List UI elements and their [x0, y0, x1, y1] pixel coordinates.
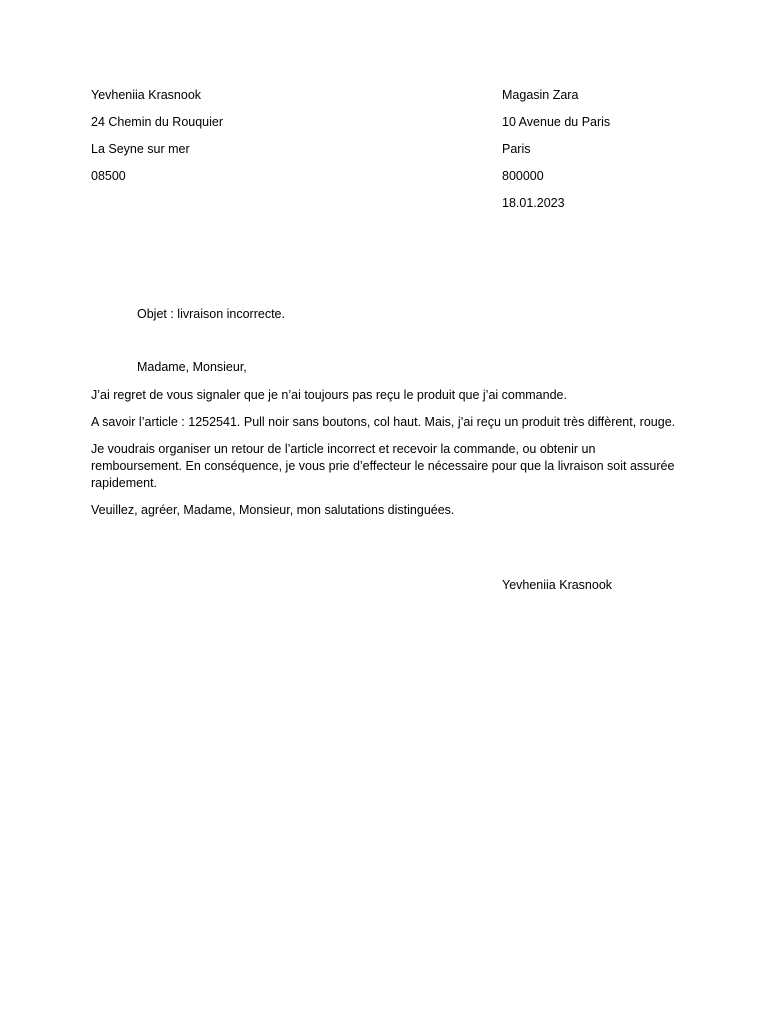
body-paragraph: Veuillez, agréer, Madame, Monsieur, mon salutations distinguées. [91, 503, 455, 517]
sender-street: 24 Chemin du Rouquier [91, 115, 224, 129]
sender-postal-code: 08500 [91, 169, 126, 183]
body-paragraph: A savoir l’article : 1252541. Pull noir sans boutons, col haut. Mais, j’ai reçu un produit très diffèrent, rouge. [91, 415, 676, 429]
letter-date: 18.01.2023 [502, 196, 565, 210]
recipient-name: Magasin Zara [502, 88, 579, 102]
sender-city: La Seyne sur mer [91, 142, 190, 156]
sender-name: Yevheniia Krasnook [91, 88, 202, 102]
recipient-city: Paris [502, 142, 531, 156]
sender-address-block [91, 87, 223, 195]
letter-body [91, 387, 681, 529]
letter-signature: Yevheniia Krasnook [502, 578, 613, 592]
recipient-address-block [502, 87, 610, 222]
body-paragraph: Je voudrais organiser un retour de l’article incorrect et recevoir la commande, ou obtenir un remboursement. En conséquence, je vous prie d’effecteur le nécessaire pour que la livraison soit assurée rapidement. [91, 442, 675, 490]
recipient-street: 10 Avenue du Paris [502, 115, 611, 129]
recipient-postal-code: 800000 [502, 169, 544, 183]
letter-object: Objet : livraison incorrecte. [137, 307, 285, 321]
letter-salutation: Madame, Monsieur, [137, 360, 247, 374]
body-paragraph: J’ai regret de vous signaler que je n’ai toujours pas reçu le produit que j’ai commande. [91, 388, 567, 402]
